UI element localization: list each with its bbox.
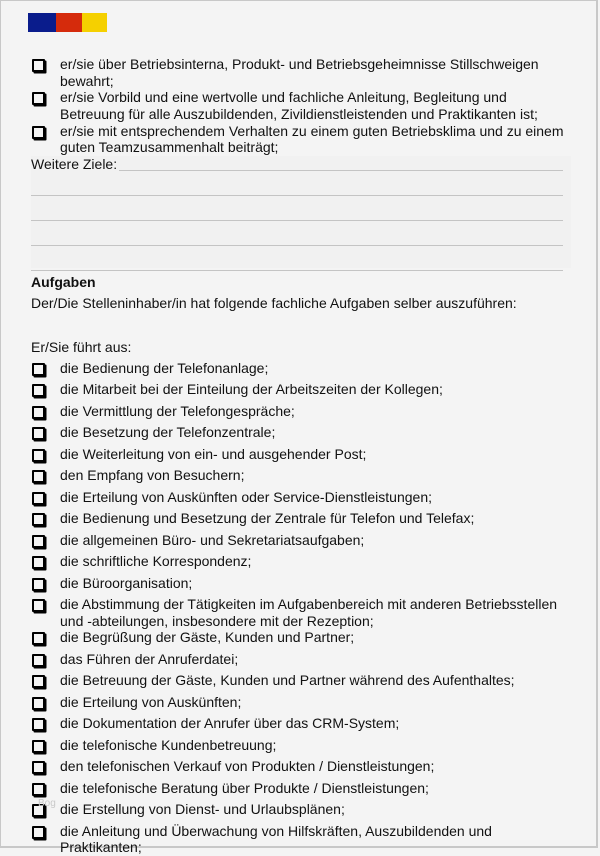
task-item	[31, 360, 571, 377]
fill-in-line	[31, 270, 563, 271]
task-label: die Erteilung von Auskünften oder Service-Dienstleistungen;	[60, 488, 432, 505]
task-item	[31, 801, 571, 818]
checkbox-icon[interactable]	[32, 59, 45, 72]
goal-label: er/sie über Betriebsinterna, Produkt- und Betriebsgeheimnisse Stillschweigen bewahrt;	[60, 56, 539, 89]
task-label: die Erteilung von Auskünften;	[60, 693, 242, 710]
task-label: die Begrüßung der Gäste, Kunden und Partner;	[60, 629, 355, 646]
task-label: die Mitarbeit bei der Einteilung der Arbeitszeiten der Kollegen;	[60, 381, 443, 398]
tasks-list-intro: Er/Sie führt aus:	[31, 338, 132, 355]
task-label: die Bedienung und Besetzung der Zentrale für Telefon und Telefax;	[60, 510, 475, 527]
checkbox-icon[interactable]	[32, 675, 45, 688]
task-item	[31, 651, 571, 668]
task-label: die telefonische Beratung über Produkte / Dienstleistungen;	[60, 779, 429, 796]
section-intro: Der/Die Stelleninhaber/in hat folgende fachliche Aufgaben selber auszuführen:	[31, 294, 517, 311]
checkbox-icon[interactable]	[32, 718, 45, 731]
flag-stripe-red	[56, 13, 82, 32]
goal-label: er/sie Vorbild und eine wertvolle und fachliche Anleitung, Begleitung und Betreuung für alle Auszubildenden, Zivildienstleistenden und Praktikanten ist;	[60, 89, 538, 122]
checkbox-icon[interactable]	[32, 556, 45, 569]
fill-in-line	[31, 195, 563, 196]
task-item	[31, 532, 571, 549]
goal-label: er/sie mit entsprechendem Verhalten zu einem guten Betriebsklima und zu einem guten Teamzusammenhalt beiträgt;	[60, 122, 564, 156]
task-label: den Empfang von Besuchern;	[60, 467, 245, 484]
task-item	[31, 510, 571, 527]
goals-list	[31, 56, 571, 156]
section-heading: Aufgaben	[31, 273, 96, 290]
task-item	[31, 596, 571, 629]
checkbox-icon[interactable]	[32, 492, 45, 505]
checkbox-icon[interactable]	[32, 513, 45, 526]
further-goals-label: Weitere Ziele:	[31, 155, 118, 172]
task-item	[31, 780, 571, 797]
checkbox-icon[interactable]	[32, 535, 45, 548]
checkbox-icon[interactable]	[32, 740, 45, 753]
task-item	[31, 694, 571, 711]
task-label: die Büroorganisation;	[60, 574, 193, 591]
task-item	[31, 446, 571, 463]
checkbox-icon[interactable]	[32, 697, 45, 710]
tasks-list	[31, 360, 571, 856]
task-item	[31, 424, 571, 441]
task-label: die Erstellung von Dienst- und Urlaubsplänen;	[60, 801, 345, 818]
task-label: die Abstimmung der Tätigkeiten im Aufgabenbereich mit anderen Betriebsstellen und -abteilungen, insbesondere mit der Rezeption;	[60, 596, 558, 629]
task-item	[31, 553, 571, 570]
task-label: die schriftliche Korrespondenz;	[60, 553, 252, 570]
checkbox-icon[interactable]	[32, 599, 45, 612]
checkbox-icon[interactable]	[32, 632, 45, 645]
checkbox-icon[interactable]	[32, 470, 45, 483]
checkbox-icon[interactable]	[32, 92, 45, 105]
goal-item	[31, 89, 571, 122]
goal-item	[31, 56, 571, 89]
fill-in-line	[31, 245, 563, 246]
task-label: den telefonischen Verkauf von Produkten / Dienstleistungen;	[60, 758, 435, 775]
checkbox-icon[interactable]	[32, 826, 45, 839]
goal-item	[31, 123, 571, 156]
checkbox-icon[interactable]	[32, 578, 45, 591]
task-item	[31, 737, 571, 754]
task-item	[31, 629, 571, 646]
checkbox-icon[interactable]	[32, 427, 45, 440]
task-label: die Weiterleitung von ein- und ausgehender Post;	[60, 445, 367, 462]
task-item	[31, 467, 571, 484]
task-label: die Bedienung der Telefonanlage;	[60, 359, 269, 376]
task-item	[31, 381, 571, 398]
task-item	[31, 715, 571, 732]
checkbox-icon[interactable]	[32, 761, 45, 774]
task-item	[31, 403, 571, 420]
checkbox-icon[interactable]	[32, 654, 45, 667]
task-label: die Dokumentation der Anrufer über das CRM-System;	[60, 715, 400, 732]
task-item	[31, 823, 571, 856]
task-label: die Betreuung der Gäste, Kunden und Partner während des Aufenthaltes;	[60, 672, 515, 689]
watermark-text: Bog	[38, 798, 56, 809]
task-item	[31, 575, 571, 592]
fill-in-line	[31, 220, 563, 221]
checkbox-icon[interactable]	[32, 783, 45, 796]
checkbox-icon[interactable]	[32, 363, 45, 376]
flag-stripe-yellow	[82, 13, 107, 32]
task-label: das Führen der Anruferdatei;	[60, 650, 239, 667]
task-label: die telefonische Kundenbetreuung;	[60, 736, 277, 753]
checkbox-icon[interactable]	[32, 406, 45, 419]
task-label: die Vermittlung der Telefongespräche;	[60, 402, 295, 419]
task-item	[31, 758, 571, 775]
task-item	[31, 489, 571, 506]
checkbox-icon[interactable]	[32, 449, 45, 462]
checkbox-icon[interactable]	[32, 126, 45, 139]
flag-logo	[28, 13, 107, 32]
further-goals-field[interactable]	[31, 156, 571, 268]
task-item	[31, 672, 571, 689]
task-label: die Besetzung der Telefonzentrale;	[60, 424, 276, 441]
task-label: die Anleitung und Überwachung von Hilfskräften, Auszubildenden und Praktikanten;	[60, 822, 492, 856]
checkbox-icon[interactable]	[32, 384, 45, 397]
task-label: die allgemeinen Büro- und Sekretariatsaufgaben;	[60, 531, 365, 548]
document-content	[31, 56, 571, 856]
flag-stripe-blue	[28, 13, 56, 32]
